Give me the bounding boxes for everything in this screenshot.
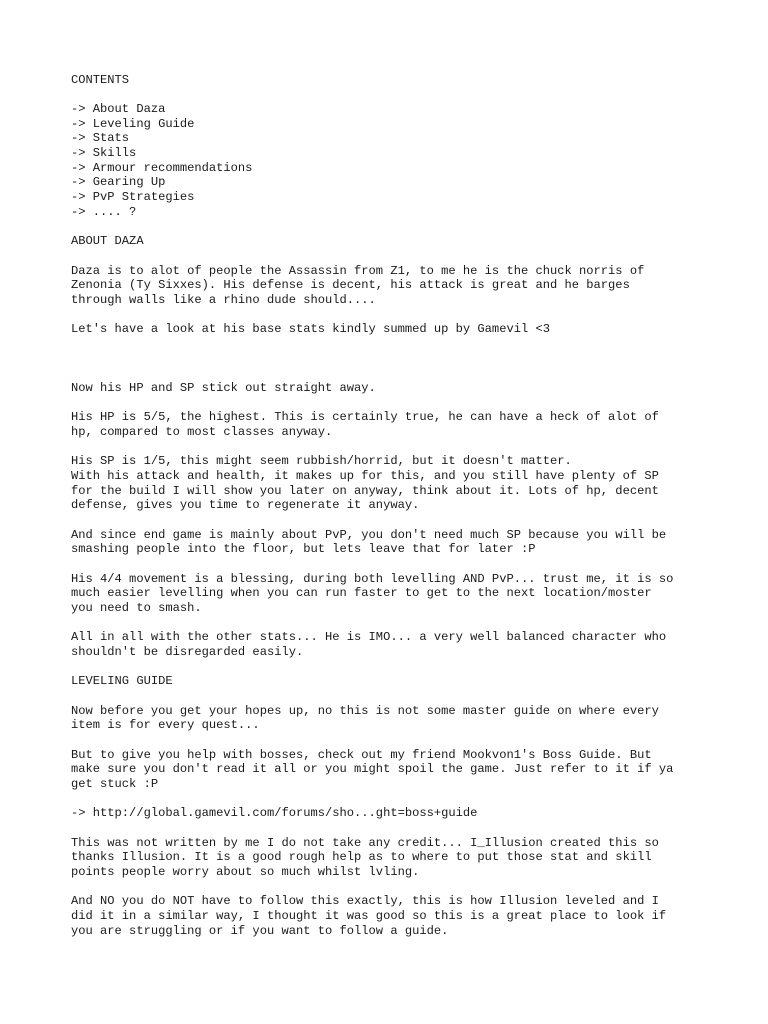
paragraph-line: Now before you get your hopes up, no this is not some master guide on where every bbox=[71, 704, 659, 718]
paragraph-line: points people worry about so much whilst lvling. bbox=[71, 865, 420, 879]
paragraph-line: hp, compared to most classes anyway. bbox=[71, 425, 333, 439]
leveling-heading: LEVELING GUIDE bbox=[71, 674, 173, 688]
contents-item-stats: -> Stats bbox=[71, 131, 130, 145]
paragraph-line: And since end game is mainly about PvP, you don't need much SP because you will be bbox=[71, 528, 667, 542]
about-heading: ABOUT DAZA bbox=[71, 234, 144, 248]
paragraph-line: make sure you don't read it all or you might spoil the game. Just refer to it if ya bbox=[71, 762, 674, 776]
paragraph-line: Let's have a look at his base stats kindly summed up by Gamevil <3 bbox=[71, 322, 550, 336]
paragraph-line: shouldn't be disregarded easily. bbox=[71, 645, 304, 659]
paragraph-line: get stuck :P bbox=[71, 777, 159, 791]
paragraph-line: His HP is 5/5, the highest. This is certainly true, he can have a heck of alot of bbox=[71, 410, 659, 424]
contents-item-pvp: -> PvP Strategies bbox=[71, 190, 195, 204]
paragraph-line: thanks Illusion. It is a good rough help as to where to put those stat and skill bbox=[71, 850, 652, 864]
paragraph-line: With his attack and health, it makes up for this, and you still have plenty of SP bbox=[71, 469, 659, 483]
paragraph-line: This was not written by me I do not take any credit... I_Illusion created this so bbox=[71, 836, 659, 850]
paragraph-line: His SP is 1/5, this might seem rubbish/horrid, but it doesn't matter. bbox=[71, 454, 572, 468]
paragraph-line: for the build I will show you later on anyway, think about it. Lots of hp, decent bbox=[71, 484, 659, 498]
paragraph-line: smashing people into the floor, but lets leave that for later :P bbox=[71, 542, 536, 556]
paragraph-line: much easier levelling when you can run faster to get to the next location/moster bbox=[71, 586, 652, 600]
paragraph-line: Zenonia (Ty Sixxes). His defense is decent, his attack is great and he barges bbox=[71, 278, 630, 292]
paragraph-line: item is for every quest... bbox=[71, 718, 260, 732]
contents-item-more: -> .... ? bbox=[71, 205, 137, 219]
paragraph-line: through walls like a rhino dude should.... bbox=[71, 293, 376, 307]
paragraph-line: Daza is to alot of people the Assassin from Z1, to me he is the chuck norris of bbox=[71, 264, 645, 278]
contents-item-armour: -> Armour recommendations bbox=[71, 161, 253, 175]
boss-guide-link[interactable]: -> http://global.gamevil.com/forums/sho...ght=boss+guide bbox=[71, 806, 478, 820]
contents-item-skills: -> Skills bbox=[71, 146, 137, 160]
paragraph-line: His 4/4 movement is a blessing, during both levelling AND PvP... trust me, it is so bbox=[71, 572, 674, 586]
paragraph-line: But to give you help with bosses, check out my friend Mookvon1's Boss Guide. But bbox=[71, 748, 652, 762]
paragraph-line: you are struggling or if you want to follow a guide. bbox=[71, 924, 449, 938]
paragraph-line: And NO you do NOT have to follow this exactly, this is how Illusion leveled and I bbox=[71, 894, 659, 908]
contents-item-about-daza: -> About Daza bbox=[71, 102, 166, 116]
paragraph-line: All in all with the other stats... He is IMO... a very well balanced character who bbox=[71, 630, 667, 644]
contents-item-leveling-guide: -> Leveling Guide bbox=[71, 117, 195, 131]
paragraph-line: defense, gives you time to regenerate it anyway. bbox=[71, 498, 420, 512]
paragraph-line: did it in a similar way, I thought it was good so this is a great place to look if bbox=[71, 909, 667, 923]
contents-heading: CONTENTS bbox=[71, 73, 130, 87]
paragraph-line: you need to smash. bbox=[71, 601, 202, 615]
paragraph-line: Now his HP and SP stick out straight away. bbox=[71, 381, 376, 395]
contents-item-gearing-up: -> Gearing Up bbox=[71, 175, 166, 189]
